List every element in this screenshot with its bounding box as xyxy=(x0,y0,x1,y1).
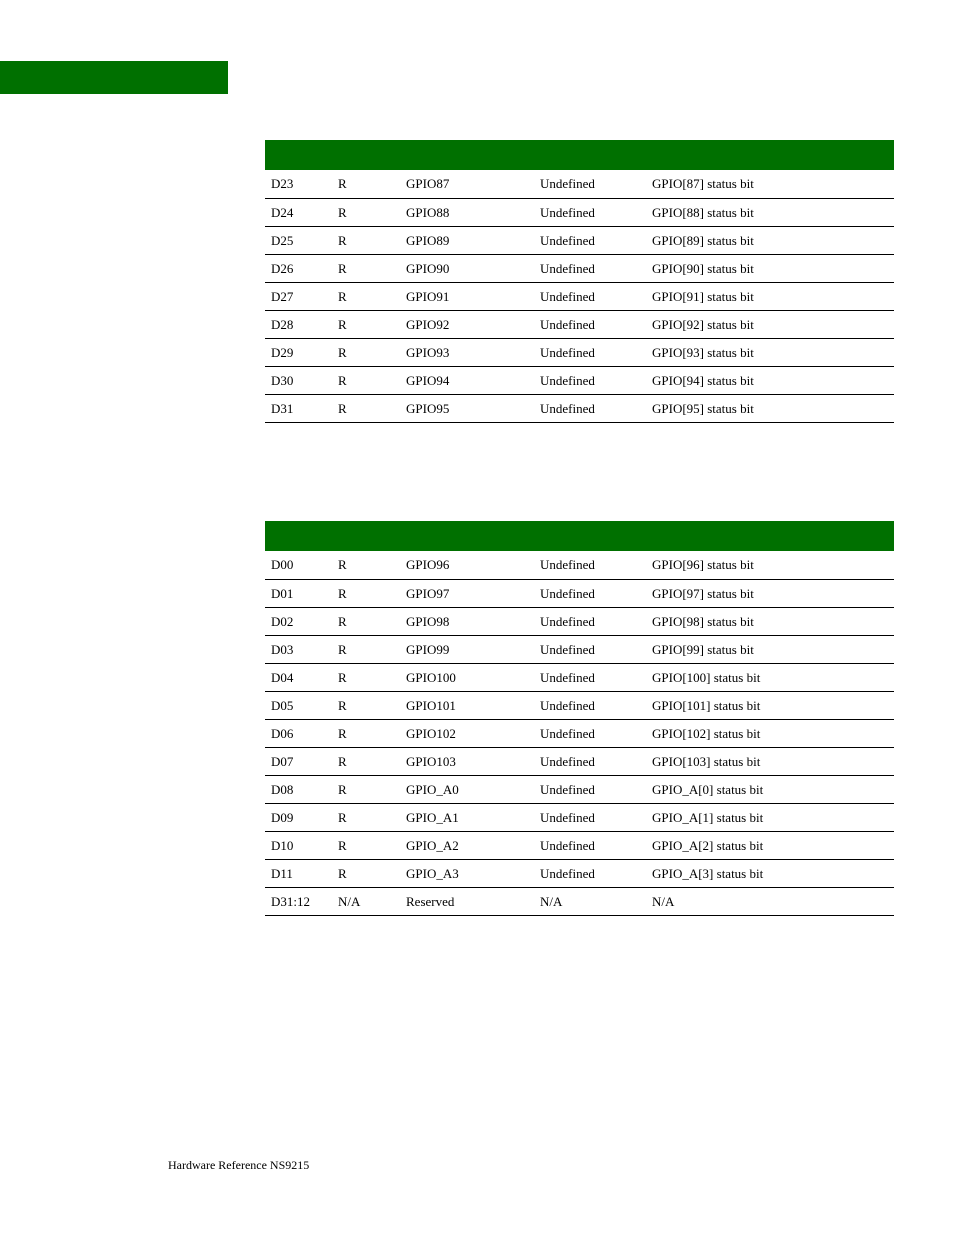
access-cell: R xyxy=(332,366,400,394)
header-cell xyxy=(646,140,894,170)
mnemonic-cell: GPIO93 xyxy=(400,338,534,366)
description-cell: GPIO[103] status bit xyxy=(646,747,894,775)
description-cell: GPIO[93] status bit xyxy=(646,338,894,366)
access-cell: R xyxy=(332,226,400,254)
description-cell: GPIO[87] status bit xyxy=(646,170,894,198)
mnemonic-cell: GPIO94 xyxy=(400,366,534,394)
table-row xyxy=(265,282,894,310)
bits-cell: D25 xyxy=(265,226,332,254)
description-cell: GPIO[95] status bit xyxy=(646,394,894,422)
bits-cell: D23 xyxy=(265,170,332,198)
reset-cell: Undefined xyxy=(534,394,646,422)
table-header-row xyxy=(265,140,894,170)
table-row xyxy=(265,607,894,635)
header-cell xyxy=(534,140,646,170)
description-cell: GPIO[101] status bit xyxy=(646,691,894,719)
table-row xyxy=(265,775,894,803)
table-row xyxy=(265,719,894,747)
mnemonic-cell: GPIO99 xyxy=(400,635,534,663)
header-cell xyxy=(400,521,534,551)
mnemonic-cell: GPIO88 xyxy=(400,198,534,226)
mnemonic-cell: GPIO101 xyxy=(400,691,534,719)
access-cell: R xyxy=(332,170,400,198)
bits-cell: D11 xyxy=(265,859,332,887)
table-row xyxy=(265,226,894,254)
access-cell: R xyxy=(332,803,400,831)
bits-cell: D08 xyxy=(265,775,332,803)
mnemonic-cell: GPIO_A1 xyxy=(400,803,534,831)
mnemonic-cell: GPIO95 xyxy=(400,394,534,422)
mnemonic-cell: GPIO91 xyxy=(400,282,534,310)
access-cell: R xyxy=(332,579,400,607)
reset-cell: Undefined xyxy=(534,607,646,635)
bits-cell: D06 xyxy=(265,719,332,747)
mnemonic-cell: Reserved xyxy=(400,887,534,915)
table-row xyxy=(265,803,894,831)
reset-cell: Undefined xyxy=(534,579,646,607)
bits-cell: D28 xyxy=(265,310,332,338)
reset-cell: Undefined xyxy=(534,226,646,254)
reset-cell: Undefined xyxy=(534,831,646,859)
description-cell: GPIO_A[1] status bit xyxy=(646,803,894,831)
bits-cell: D26 xyxy=(265,254,332,282)
bits-cell: D10 xyxy=(265,831,332,859)
access-cell: R xyxy=(332,747,400,775)
access-cell: R xyxy=(332,607,400,635)
table-row xyxy=(265,691,894,719)
reset-cell: Undefined xyxy=(534,198,646,226)
access-cell: R xyxy=(332,831,400,859)
mnemonic-cell: GPIO100 xyxy=(400,663,534,691)
description-cell: GPIO[92] status bit xyxy=(646,310,894,338)
description-cell: GPIO[88] status bit xyxy=(646,198,894,226)
access-cell: R xyxy=(332,338,400,366)
bits-cell: D01 xyxy=(265,579,332,607)
description-cell: GPIO[100] status bit xyxy=(646,663,894,691)
bits-cell: D04 xyxy=(265,663,332,691)
access-cell: N/A xyxy=(332,887,400,915)
mnemonic-cell: GPIO98 xyxy=(400,607,534,635)
table-row xyxy=(265,394,894,422)
bits-cell: D24 xyxy=(265,198,332,226)
table-row xyxy=(265,338,894,366)
access-cell: R xyxy=(332,310,400,338)
bits-cell: D00 xyxy=(265,551,332,579)
access-cell: R xyxy=(332,719,400,747)
reset-cell: Undefined xyxy=(534,551,646,579)
bits-cell: D09 xyxy=(265,803,332,831)
reset-cell: N/A xyxy=(534,887,646,915)
bits-cell: D02 xyxy=(265,607,332,635)
header-cell xyxy=(332,140,400,170)
bits-cell: D03 xyxy=(265,635,332,663)
header-cell xyxy=(265,521,332,551)
access-cell: R xyxy=(332,394,400,422)
mnemonic-cell: GPIO89 xyxy=(400,226,534,254)
description-cell: GPIO[90] status bit xyxy=(646,254,894,282)
header-cell xyxy=(265,140,332,170)
mnemonic-cell: GPIO92 xyxy=(400,310,534,338)
table-row xyxy=(265,887,894,915)
access-cell: R xyxy=(332,775,400,803)
table-row xyxy=(265,198,894,226)
mnemonic-cell: GPIO_A0 xyxy=(400,775,534,803)
header-cell xyxy=(400,140,534,170)
description-cell: GPIO[91] status bit xyxy=(646,282,894,310)
table-header-row xyxy=(265,521,894,551)
access-cell: R xyxy=(332,691,400,719)
header-cell xyxy=(534,521,646,551)
reset-cell: Undefined xyxy=(534,282,646,310)
bits-cell: D31 xyxy=(265,394,332,422)
table-row xyxy=(265,170,894,198)
access-cell: R xyxy=(332,254,400,282)
reset-cell: Undefined xyxy=(534,691,646,719)
table-row xyxy=(265,551,894,579)
access-cell: R xyxy=(332,282,400,310)
header-accent-bar xyxy=(0,61,228,94)
mnemonic-cell: GPIO103 xyxy=(400,747,534,775)
reset-cell: Undefined xyxy=(534,859,646,887)
bits-cell: D27 xyxy=(265,282,332,310)
bits-cell: D30 xyxy=(265,366,332,394)
description-cell: N/A xyxy=(646,887,894,915)
description-cell: GPIO_A[0] status bit xyxy=(646,775,894,803)
table-row xyxy=(265,831,894,859)
table-row xyxy=(265,635,894,663)
description-cell: GPIO_A[2] status bit xyxy=(646,831,894,859)
description-cell: GPIO[96] status bit xyxy=(646,551,894,579)
description-cell: GPIO[89] status bit xyxy=(646,226,894,254)
access-cell: R xyxy=(332,551,400,579)
table-row xyxy=(265,366,894,394)
reset-cell: Undefined xyxy=(534,663,646,691)
table-row xyxy=(265,663,894,691)
access-cell: R xyxy=(332,198,400,226)
register-table-1 xyxy=(265,140,894,423)
description-cell: GPIO[98] status bit xyxy=(646,607,894,635)
description-cell: GPIO[102] status bit xyxy=(646,719,894,747)
bits-cell: D05 xyxy=(265,691,332,719)
bits-cell: D31:12 xyxy=(265,887,332,915)
table-row xyxy=(265,310,894,338)
reset-cell: Undefined xyxy=(534,775,646,803)
reset-cell: Undefined xyxy=(534,170,646,198)
mnemonic-cell: GPIO96 xyxy=(400,551,534,579)
description-cell: GPIO[99] status bit xyxy=(646,635,894,663)
access-cell: R xyxy=(332,859,400,887)
reset-cell: Undefined xyxy=(534,366,646,394)
reset-cell: Undefined xyxy=(534,635,646,663)
mnemonic-cell: GPIO97 xyxy=(400,579,534,607)
mnemonic-cell: GPIO90 xyxy=(400,254,534,282)
reset-cell: Undefined xyxy=(534,310,646,338)
bits-cell: D07 xyxy=(265,747,332,775)
description-cell: GPIO_A[3] status bit xyxy=(646,859,894,887)
mnemonic-cell: GPIO_A3 xyxy=(400,859,534,887)
table-row xyxy=(265,254,894,282)
bits-cell: D29 xyxy=(265,338,332,366)
reset-cell: Undefined xyxy=(534,338,646,366)
reset-cell: Undefined xyxy=(534,747,646,775)
description-cell: GPIO[94] status bit xyxy=(646,366,894,394)
description-cell: GPIO[97] status bit xyxy=(646,579,894,607)
reset-cell: Undefined xyxy=(534,803,646,831)
access-cell: R xyxy=(332,635,400,663)
access-cell: R xyxy=(332,663,400,691)
mnemonic-cell: GPIO102 xyxy=(400,719,534,747)
reset-cell: Undefined xyxy=(534,719,646,747)
table-row xyxy=(265,747,894,775)
reset-cell: Undefined xyxy=(534,254,646,282)
header-cell xyxy=(646,521,894,551)
table-row xyxy=(265,859,894,887)
mnemonic-cell: GPIO_A2 xyxy=(400,831,534,859)
mnemonic-cell: GPIO87 xyxy=(400,170,534,198)
header-cell xyxy=(332,521,400,551)
table-row xyxy=(265,579,894,607)
register-table-2 xyxy=(265,521,894,916)
footer-document-title: Hardware Reference NS9215 xyxy=(168,1158,310,1172)
